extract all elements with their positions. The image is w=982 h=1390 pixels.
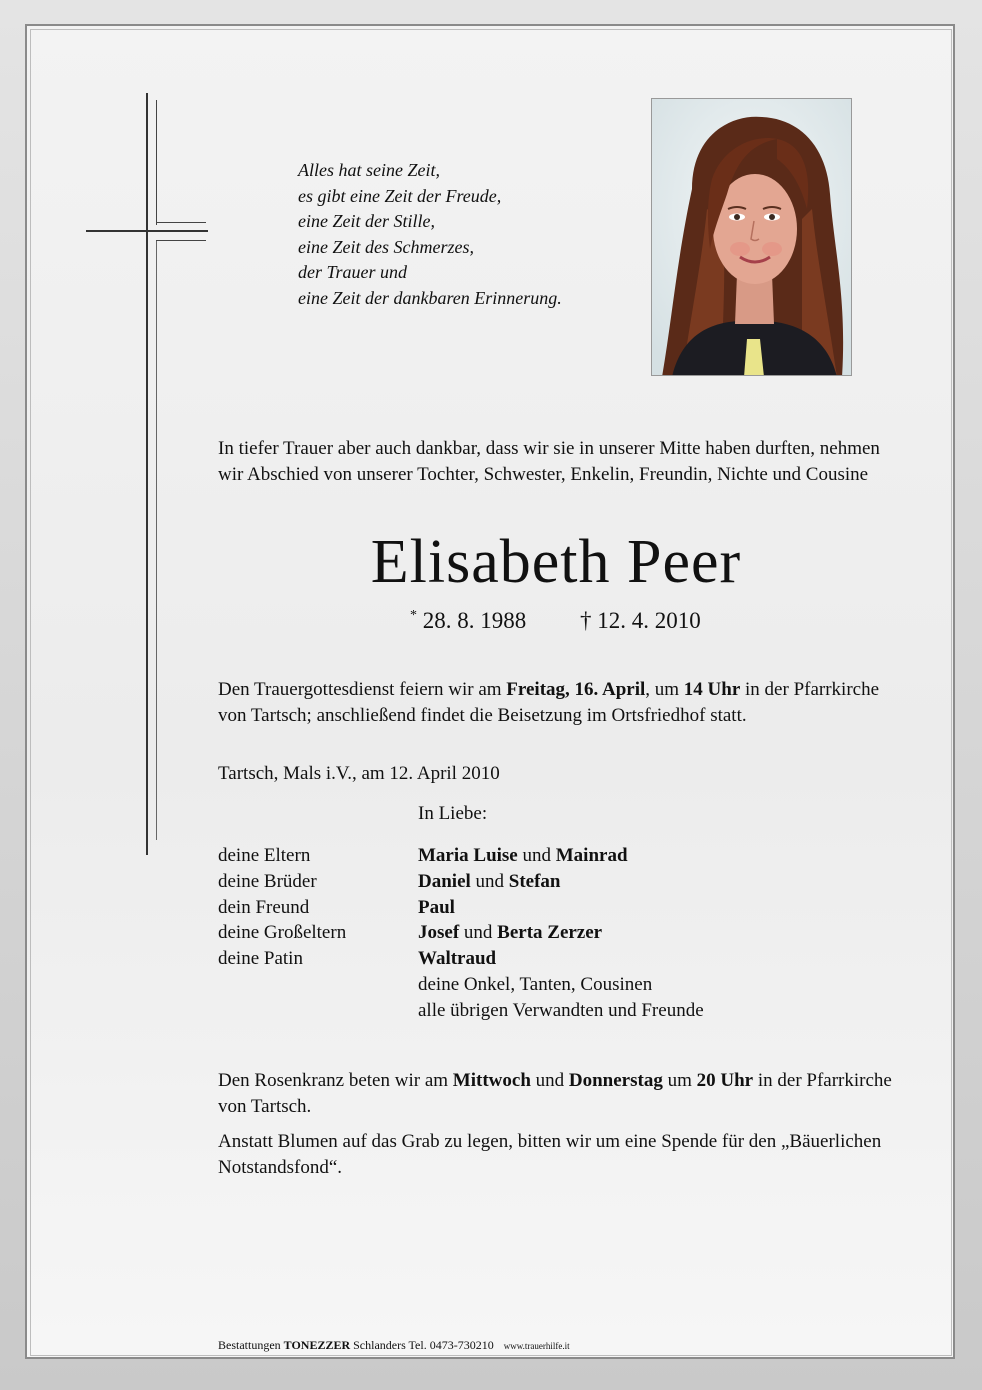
funeral-service-text <box>218 677 908 729</box>
death-date: 12. 4. 2010 <box>597 608 701 633</box>
mourner-name: Daniel <box>418 870 471 892</box>
poem-line: es gibt eine Zeit der Freude, <box>298 185 502 206</box>
birth-date: 28. 8. 1988 <box>422 608 527 633</box>
portrait-illustration <box>652 99 852 376</box>
rosary-day: Donnerstag <box>568 1070 663 1091</box>
rosary-part: in der Pfarrkirche von Tartsch. <box>218 1070 892 1117</box>
service-text: , um <box>645 679 684 700</box>
mourner-row <box>218 869 704 895</box>
mourners-extra: deine Onkel, Tanten, Cousinen <box>418 973 653 995</box>
mourner-name: Stefan <box>508 870 561 892</box>
footer-website: www.trauerhilfe.it <box>503 1341 570 1351</box>
footer-prefix: Bestattungen <box>218 1338 284 1352</box>
poem <box>298 158 562 312</box>
rosary-time: 20 Uhr <box>696 1070 754 1091</box>
mourner-row <box>218 895 704 921</box>
donation-request-text: Anstatt Blumen auf das Grab zu legen, bitten wir um eine Spende für den „Bäuerlichen Notstandsfond“. <box>218 1131 882 1178</box>
cross-horizontal-line-top <box>156 222 206 223</box>
relation-label: deine Eltern <box>218 845 311 866</box>
mourner-connector: und <box>470 870 509 892</box>
mourner-name: Waltraud <box>418 948 497 970</box>
footer-company: TONEZZER <box>283 1338 351 1352</box>
rosary-text <box>218 1068 908 1120</box>
poem-line: der Trauer und <box>298 262 408 283</box>
mourner-name: Berta Zerzer <box>497 922 603 944</box>
cross-horizontal-line <box>86 230 208 232</box>
relation-label: deine Brüder <box>218 870 317 892</box>
poem-line: eine Zeit des Schmerzes, <box>298 236 474 257</box>
mourner-name: Maria Luise <box>418 845 518 866</box>
poem-line: eine Zeit der Stille, <box>298 211 435 232</box>
death-symbol: † <box>580 608 592 633</box>
mourner-row <box>218 843 704 869</box>
mourner-connector: und <box>517 845 556 866</box>
birth-symbol: * <box>410 608 417 623</box>
cross-horizontal-line-bottom <box>156 240 206 241</box>
rosary-part: und <box>530 1070 569 1091</box>
mourner-name: Josef <box>418 922 460 944</box>
mourner-row <box>218 998 704 1024</box>
poem-line: Alles hat seine Zeit, <box>298 160 440 180</box>
poem-line: eine Zeit der dankbaren Erinnerung. <box>298 287 562 308</box>
mourner-name: Mainrad <box>555 845 628 866</box>
cross-vertical-line-upper <box>156 100 157 225</box>
rosary-part: Den Rosenkranz beten wir am <box>218 1070 453 1091</box>
service-time: 14 Uhr <box>683 679 741 700</box>
footer-contact: Schlanders Tel. 0473-730210 <box>350 1338 494 1352</box>
service-text: Den Trauergottesdienst feiern wir am <box>218 679 507 700</box>
mourner-row <box>218 920 704 946</box>
rosary-part: um <box>662 1070 697 1091</box>
mourner-name: Paul <box>418 896 455 918</box>
intro-text: In tiefer Trauer aber auch dankbar, dass wir sie in unserer Mitte haben durften, nehmen wir Abschied von unserer Tochter, Schwester, Enkelin, Freundin, Nichte und Cousine <box>218 438 880 485</box>
mourners-list <box>218 843 704 1024</box>
funeral-home-footer <box>218 1338 570 1353</box>
mourner-row <box>218 972 704 998</box>
mourner-connector: und <box>459 922 498 944</box>
life-dates <box>410 608 701 634</box>
relation-label: dein Freund <box>218 896 310 918</box>
place-and-date: Tartsch, Mals i.V., am 12. April 2010 <box>218 763 500 784</box>
in-liebe-heading: In Liebe: <box>418 803 488 824</box>
deceased-name: Elisabeth Peer <box>370 528 742 596</box>
cross-vertical-line <box>146 93 148 855</box>
relation-label: deine Patin <box>218 948 303 970</box>
relation-label: deine Großeltern <box>218 922 347 944</box>
service-text: in der Pfarrkirche von Tartsch; anschließend findet die Beisetzung im Ortsfriedhof statt. <box>218 679 880 726</box>
mourner-row <box>218 946 704 972</box>
service-day: Freitag, 16. April <box>506 679 646 700</box>
portrait-photo <box>651 98 852 376</box>
rosary-day: Mittwoch <box>452 1070 531 1091</box>
mourners-extra: alle übrigen Verwandten und Freunde <box>418 999 704 1021</box>
